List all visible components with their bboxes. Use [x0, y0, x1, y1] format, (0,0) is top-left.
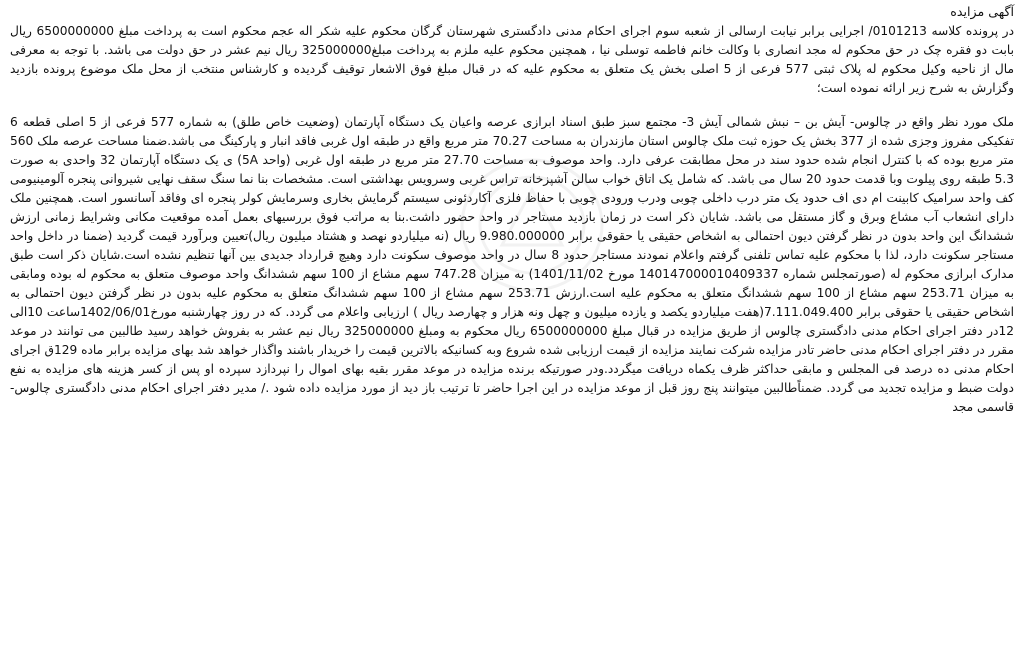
notice-paragraph-property-details: ملک مورد نظر واقع در چالوس- آیش بن – نبش شمالی آیش 3- مجتمع سبز طبق اسناد ابرازی عرصه واعیان یک دستگاه آپارتمان (وضعیت خاص طلق) به شماره 577 فرعی از 5 اصلی قطعه 6 تفکیکی مفروز وجزی شده از 377 بخش یک حوزه ثبت ملک چالوس استان مازندران به مساحت 70.27 متر مربع واقع در طبقه اول غربی فاقد انبار و پارکینگ می باشد.ضمنا مساحت عرصه ملک 560 متر مربع بوده که با کنترل انجام شده حدود سند در محل مطابقت عرفی دارد. واحد موصوف به مساحت 27.70 متر مربع در طبقه اول غربی (واحد 5A) ی یک دستگاه آپارتمان 32 واحدی به صورت 5.3 طبقه روی پیلوت وبا قدمت حدود 20 سال می باشد. که شامل یک اتاق خواب سالن آشپزخانه تراس غربی وسرویس بهداشتی است. مشخصات بنا نما سنگ سقف نهایی شیروانی پنجره آلومینیومی کف واحد سرامیک کابینت ام دی اف حدود یک متر درب داخلی چوبی ودرب ورودی چوبی با حفاظ فلزی آکاردئونی سیستم گرمایش بخاری وسرمایش کولر پنجره ای وفاقد آسانسور است. همچنین ملک دارای انشعاب آب مشاع وبرق و گاز مستقل می باشد. شایان ذکر است در زمان بازدید مستاجر در واحد حضور داشت.بنا به مراتب فوق بررسیهای بعمل آمده موقعیت مکانی وشرایط زمانی ارزش ششدانگ این واحد بدون در نظر گرفتن دیون احتمالی به اشخاص حقیقی یا حقوقی برابر 9.980.000000 ریال (نه میلیاردو نهصد و هشتاد میلیون ریال)تعیین وبرآورد قیمت گردید (ضمنا در داخل واحد مستاجر سکونت دارد، لذا با محکوم علیه تماس تلفنی گرفتم واعلام نمودند مستاجر حدود 8 سال در واحد موصوف سکونت دارد وهیچ قرارداد جدیدی بین آنها تنظیم نشده است.شایان ذکر است طبق مدارک ابرازی محکوم له (صورتمجلس شماره 140147000010409337 مورخ 1401/11/02) به میزان 747.28 سهم مشاع از 100 سهم ششدانگ واحد موصوف متعلق به محکوم له بوده ومابقی به میزان 253.71 سهم مشاع از 100 سهم ششدانگ متعلق به محکوم علیه است.ارزش 253.71 سهم مشاع از 100 سهم ششدانگ متعلق به محکوم علیه بدون در نظر گرفتن دیون احتمالی به اشخاص حقیقی یا حقوقی برابر 7.111.049.400(هفت میلیاردو یکصد و یازده میلیون و چهل ونه هزار و چهارصد ریال ) ارزیابی واعلام می گردد. که در روز چهارشنبه مورخ1402/06/01ساعت 10الی 12در دفتر اجرای احکام مدنی دادگستری چالوس از طریق مزایده در قبال مبلغ 6500000000 ریال محکوم به ومبلغ 325000000 ریال نیم عشر به بفروش خواهد رسید طالبین می توانند در موعد مقرر در دفتر اجرای احکام مدنی حاضر تادر مزایده شرکت نمایند مزایده از قیمت ارزیابی شده شروع وبه کسانیکه بالاترین قیمت را خریدار باشند واگذار خواهد شد بهای مزایده برابر ماده 129ق اجرای احکام مدنی ده درصد فی المجلس و مابقی حداکثر ظرف یکماه دریافت میگردد.ودر صورتیکه برنده مزایده در موعد مقرر بقیه بهای اموال را نپردازد سپرده او پس از کسر هزینه های مزایده به نفع دولت ضبط و مزایده تجدید می گردد. ضمناًطالبین میتوانند پنج روز قبل از موعد مزایده در این اجرا حاضر تا ترتیب باز دید از مورد مزایده داده شود ./ مدیر دفتر اجرای احکام مدنی دادگستری چالوس- قاسمی مجد: [10, 115, 1015, 414]
notice-title: آگهی مزایده: [950, 4, 1014, 19]
notice-paragraph-case-summary: در پرونده کلاسه 0101213/ اجرایی برابر نیابت ارسالی از شعبه سوم اجرای احکام مدنی دادگستری شهرستان گرگان محکوم علیه شکر اله عجم محکوم است به پرداخت مبلغ 6500000000 ریال بابت دو فقره چک در حق محکوم له مجد انصاری با وکالت خانم فاطمه توسلی نیا ، همچنین محکوم علیه ملزم به پرداخت مبلغ325000000 ریال نیم عشر در حق دولت می باشد. با توجه به معرفی مال از ناحیه وکیل محکوم له پلاک ثبتی 577 فرعی از 5 اصلی بخش یک متعلق به محکوم علیه که در قبال مبلغ فوق الاشعار توقیف گردیده و کارشناس منتخب از محل ملک موضوع پرونده بازدید وگزارش به شرح زیر ارائه نموده است؛: [10, 24, 1014, 95]
